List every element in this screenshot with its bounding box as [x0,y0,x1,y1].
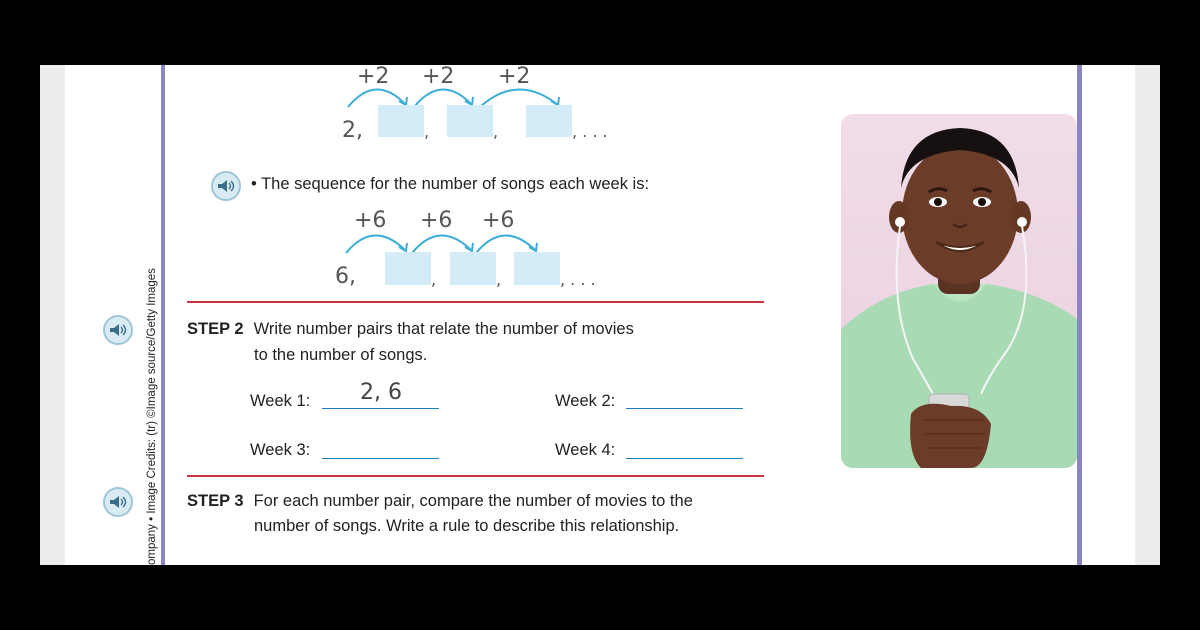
separator: , [431,270,437,289]
week4-label: Week 4: [555,441,616,459]
separator: , . . . [572,122,608,141]
image-credit: ompany • Image Credits: (tr) ©Image source/Getty Images [146,268,158,565]
separator: , [496,270,502,289]
step3-text: For each number pair, compare the number of movies to the [253,492,693,510]
step2-text: Write number pairs that relate the number of movies [253,320,634,338]
arrow-label: +2 [422,64,455,89]
step-divider [187,475,764,477]
curved-arrow-icon [348,89,559,107]
step2-line1 [187,320,634,339]
sequence-start: 6, [335,264,356,289]
week1-value: 2, 6 [360,380,402,405]
bullet-text: • The sequence for the number of songs each week is: [251,175,650,193]
week3-answer-line[interactable] [322,458,439,459]
speaker-icon [109,323,127,337]
arrow-label: +2 [498,64,531,89]
answer-box [526,105,572,137]
speaker-icon [109,495,127,509]
movies-sequence [330,65,630,145]
answer-box [378,105,424,137]
speaker-icon [217,179,235,193]
curved-arrow-icon [346,235,537,253]
audio-button[interactable] [103,315,133,345]
songs-sequence [330,205,630,290]
step3-line1 [187,492,693,511]
step3-label: STEP 3 [187,492,244,510]
answer-box [447,105,493,137]
week4-answer-line[interactable] [626,458,743,459]
audio-button[interactable] [103,487,133,517]
step2-label: STEP 2 [187,320,244,338]
week2-label: Week 2: [555,392,616,410]
week2-answer-line[interactable] [626,408,743,409]
answer-box [514,252,560,285]
separator: , [493,122,499,141]
answer-box [385,252,431,285]
separator: , . . . [560,270,596,289]
week3-label: Week 3: [250,441,311,459]
answer-box [450,252,496,285]
separator: , [424,122,430,141]
audio-button[interactable] [211,171,241,201]
arrow-label: +6 [482,208,515,233]
step-divider [187,301,764,303]
arrow-label: +6 [354,208,387,233]
arrow-label: +6 [420,208,453,233]
step2-line2: to the number of songs. [254,346,428,364]
arrow-label: +2 [357,64,390,89]
right-margin-rule [1077,65,1082,565]
boy-photo [841,114,1077,468]
week1-label: Week 1: [250,392,311,410]
step3-line2: number of songs. Write a rule to describe this relationship. [254,517,680,535]
week1-answer-line[interactable] [322,408,439,409]
left-margin-rule [161,65,165,565]
sequence-start: 2, [342,118,363,143]
